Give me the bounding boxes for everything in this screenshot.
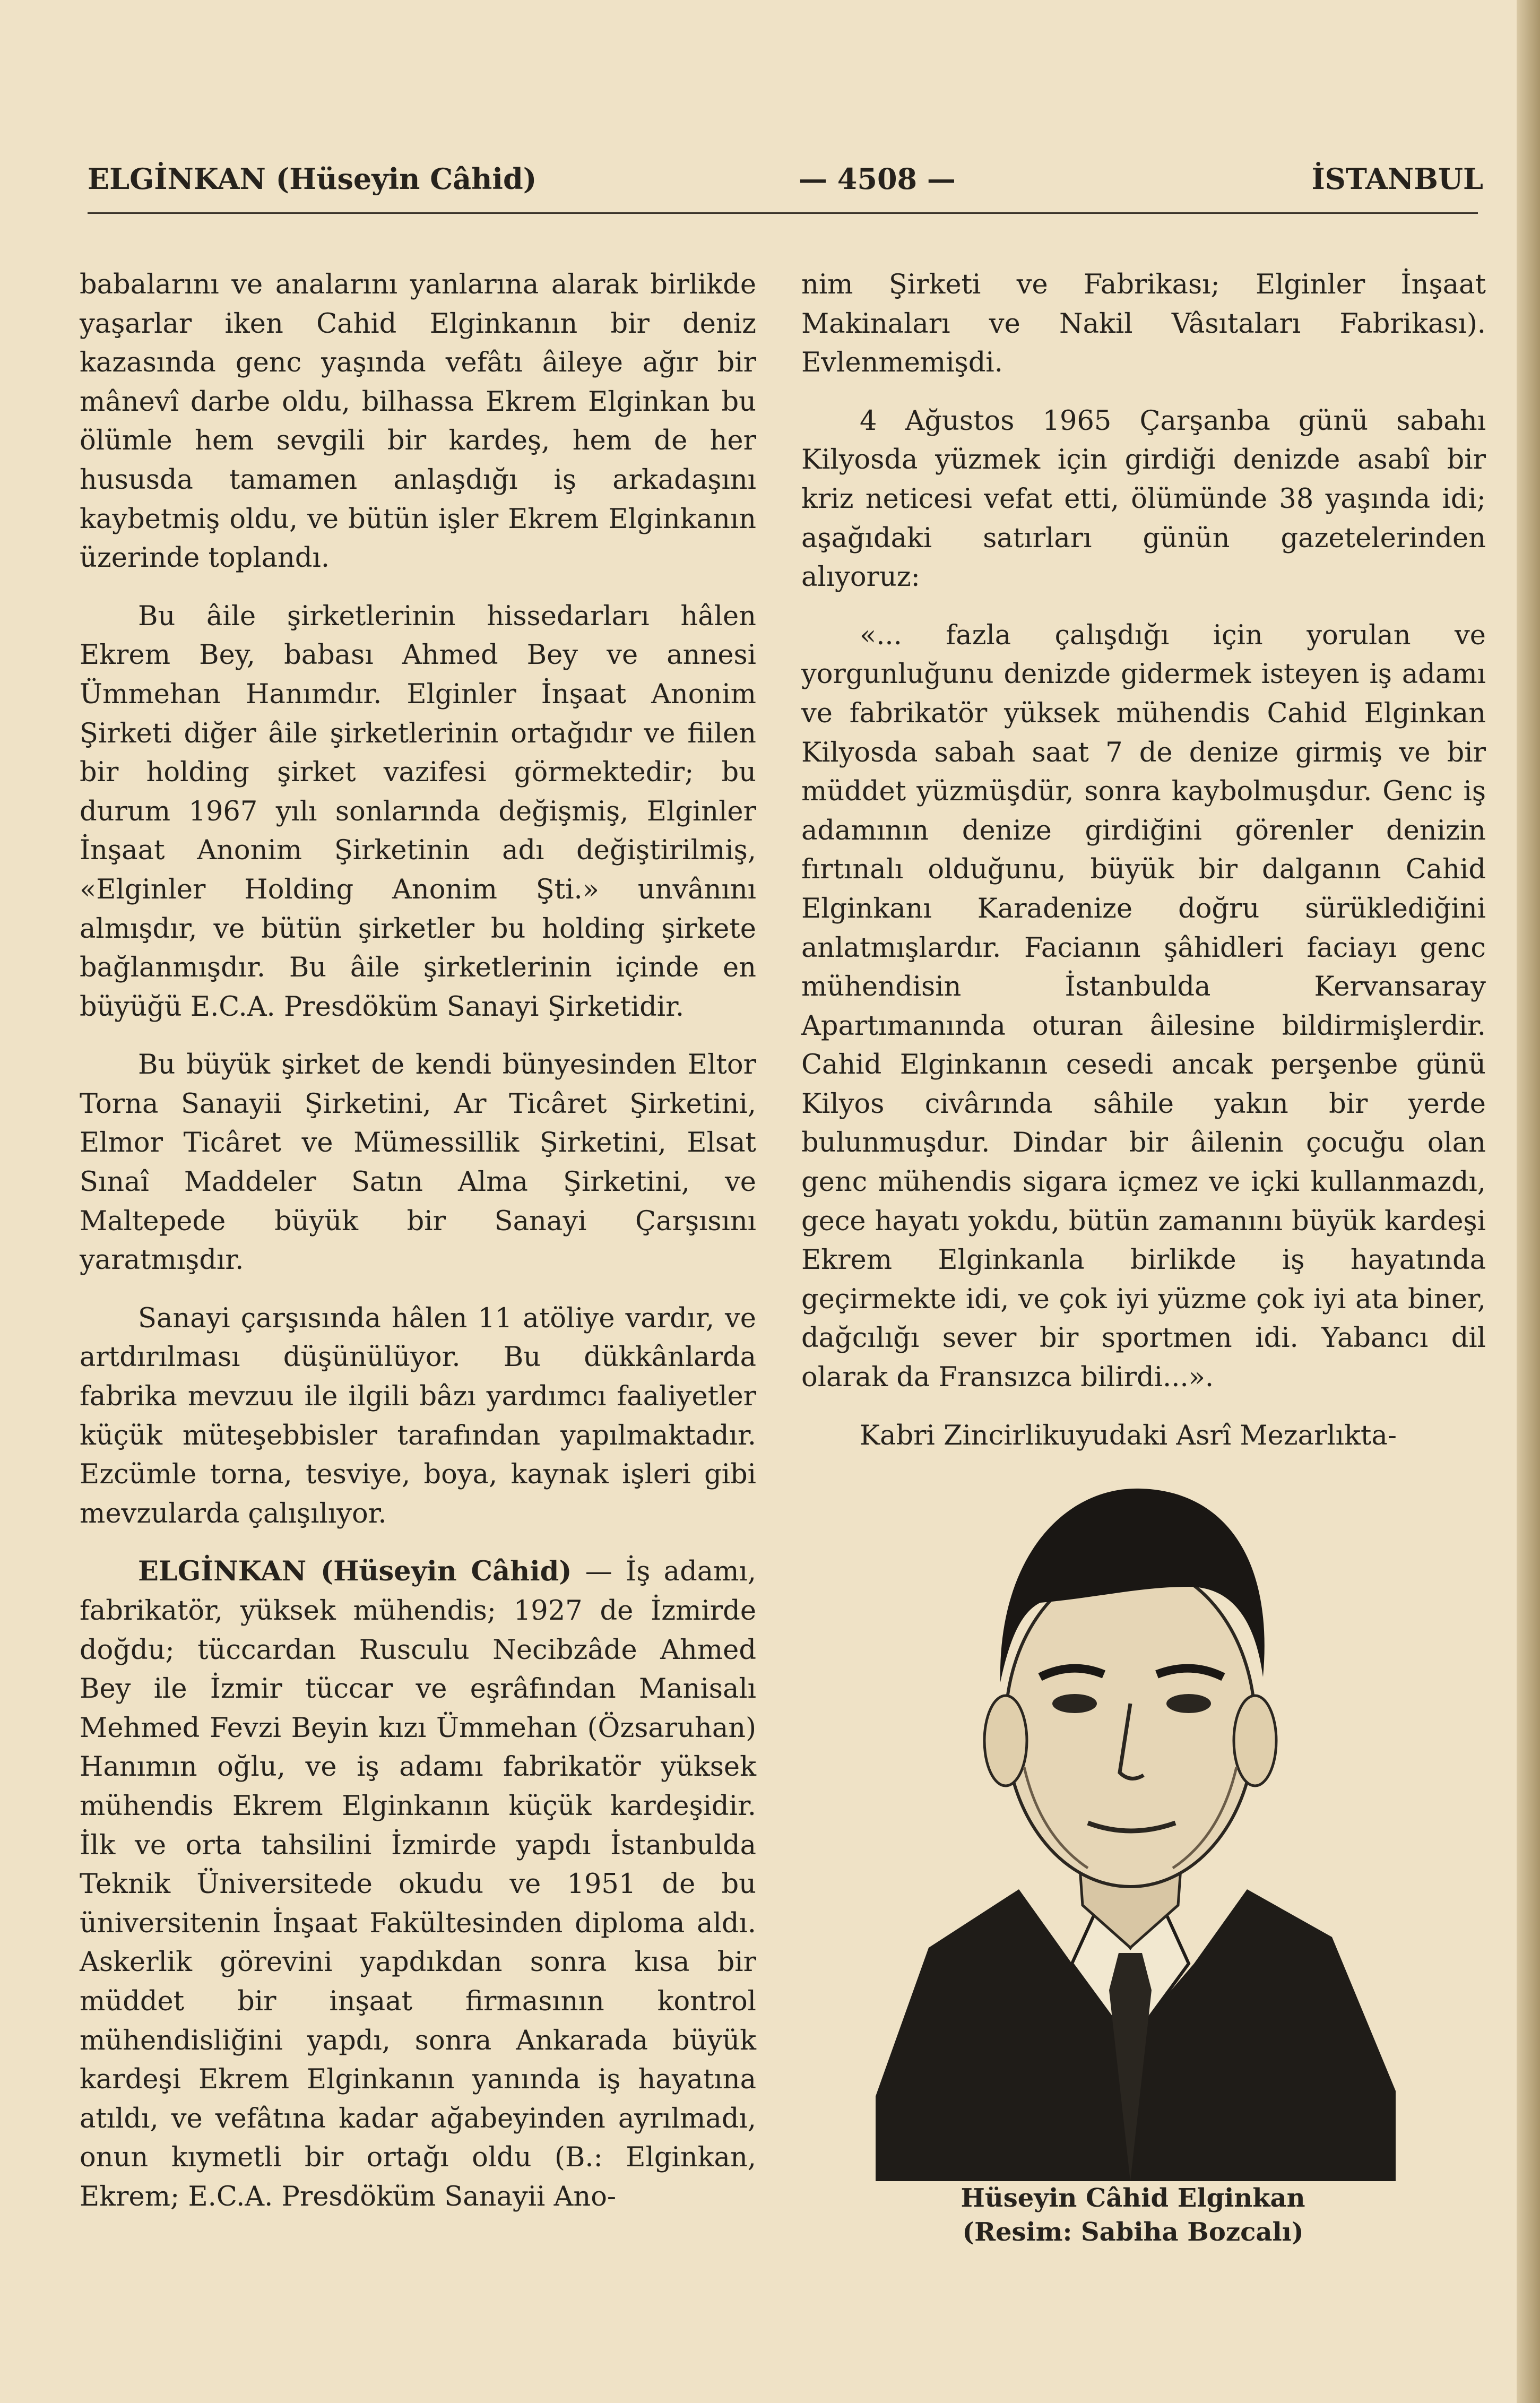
quoted-paragraph: «... fazla çalışdığı için yorulan ve yorgunluğunu denizde gidermek isteyen iş adamı ve fabrikatör yüksek mühendis Cahid Elginkan Kilyosda sabah saat 7 de denize girmiş ve bir müddet yüzmüşdür, sonra kaybolmuşdur. Genc iş adamının denize girdiğini görenler denizin fırtınalı olduğunu, büyük bir dalganın Cahid Elginkanı Karadenize doğru sürüklediğini anlatmışlardır. Facianın şâhidleri faciayı genc mühendisin İstanbulda Kervansaray Apartımanında oturan âilesine bildirmişlerdir. Cahid Elginkanın cesedi ancak perşenbe günü Kilyos civârında sâhile yakın bir yerde bulunmuşdur. Dindar bir âilenin çocuğu olan genc mühendis sigara içmez ve içki kullanmazdı, gece hayatı yokdu, bütün zamanını büyük kardeşi Ekrem Elginkanla birlikde iş hayatında geçirmekte idi, ve çok iyi yüzme çok iyi ata biner, dağcılığı sever bir sportmen idi. Yabancı dil olarak da Fransızca bilirdi...». — [801, 619, 1486, 1394]
paragraph: Bu büyük şirket de kendi bünyesinden Eltor Torna Sanayii Şirketini, Ar Ticâret Şirketini, Elmor Ticâret ve Mümessillik Şirketini, Elsat Sınaî Maddeler Satın Alma Şirketini, ve Maltepede büyük bir Sanayi Çarşısını yaratmışdır. — [80, 1049, 756, 1276]
paragraph: Kabri Zincirlikuyudaki Asrî Mezarlıkta- — [860, 1420, 1397, 1451]
page-edge — [1517, 0, 1540, 2403]
portrait-caption — [902, 2181, 1364, 2249]
paragraph: Sanayi çarşısında hâlen 11 atöliye vardır, ve artdırılması düşünülüyor. Bu dükkânlarda fabrika mevzuu ile ilgili bâzı yardımcı faaliyetler küçük müteşebbisler tarafından yapılmaktadır. Ezcümle torna, tesviye, boya, kaynak işleri gibi mevzularda çalışılıyor. — [80, 1302, 756, 1529]
paragraph: nim Şirketi ve Fabrikası; Elginler İnşaat Makinaları ve Nakil Vâsıtaları Fabrikası). Evlenmemişdi. — [801, 269, 1486, 379]
paragraph: 4 Ağustos 1965 Çarşanba günü sabahı Kilyosda yüzmek için girdiği denizde asabî bir kriz neticesi vefat etti, ölümünde 38 yaşında idi; aşağıdaki satırları günün gazetelerinden alıyoruz: — [801, 405, 1486, 593]
page-number: — 4508 — — [799, 162, 956, 196]
entry-heading: ELGİNKAN (Hüseyin Câhid) — [138, 1555, 572, 1588]
caption-credit: (Resim: Sabiha Bozcalı) — [962, 2217, 1304, 2247]
header-rule — [88, 212, 1478, 214]
running-header — [88, 162, 1483, 204]
entry-paragraph — [80, 1552, 756, 2216]
right-column — [801, 265, 1486, 1474]
entry-text: — İş adamı, fabrikatör, yüksek mühendis; 1927 de İzmirde doğdu; tüccardan Rusculu Necibzâde Ahmed Bey ile İzmir tüccar ve eşrâfından Manisalı Mehmed Fevzi Beyin kızı Ümmehan (Özsaruhan) Hanımın oğlu, ve iş adamı fabrikatör yüksek mühendis Ekrem Elginkanın küçük kardeşidir. İlk ve orta tahsilini İzmirde yapdı İstanbulda Teknik Üniversitede okudu ve 1951 de bu üniversitenin İnşaat Fakültesinden diploma aldı. Askerlik görevini yapdıkdan sonra kısa bir müddet bir inşaat firmasının kontrol mühendisliğini yapdı, sonra Ankarada büyük kardeşi Ekrem Elginkanın yanında iş hayatına atıldı, ve vefâtına kadar ağabeyinden ayrılmadı, onun kıymetli bir ortağı oldu (B.: Elginkan, Ekrem; E.C.A. Presdöküm Sanayii Ano- — [80, 1556, 757, 2212]
header-entry-title: ELGİNKAN (Hüseyin Câhid) — [88, 162, 537, 196]
portrait-drawing — [865, 1428, 1401, 2181]
paragraph: babalarını ve analarını yanlarına alarak birlikde yaşarlar iken Cahid Elginkanın bir deniz kazasında genc yaşında vefâtı âileye ağır bir mânevî darbe oldu, bilhassa Ekrem Elginkan bu ölümle hem sevgili bir kardeş, hem de her hususda tamamen anlaşdığı iş arkadaşını kaybetmiş oldu, ve bütün işler Ekrem Elginkanın üzerinde toplandı. — [80, 269, 756, 574]
paragraph: Bu âile şirketlerinin hissedarları hâlen Ekrem Bey, babası Ahmed Bey ve annesi Ümmehan Hanımdır. Elginler İnşaat Anonim Şirketi diğer âile şirketlerinin ortağıdır ve fiilen bir holding şirket vazifesi görmektedir; bu durum 1967 yılı sonlarında değişmiş, Elginler İnşaat Anonim Şirketinin adı değiştirilmiş, «Elginler Holding Anonim Şti.» unvânını almışdır, ve bütün şirketler bu holding şirkete bağlanmışdır. Bu âile şirketlerinin içinde en büyüğü E.C.A. Presdöküm Sanayi Şirketidir. — [80, 600, 756, 1023]
caption-name: Hüseyin Câhid Elginkan — [961, 2183, 1305, 2213]
header-volume-title: İSTANBUL — [1311, 162, 1483, 196]
left-column — [80, 265, 756, 2236]
